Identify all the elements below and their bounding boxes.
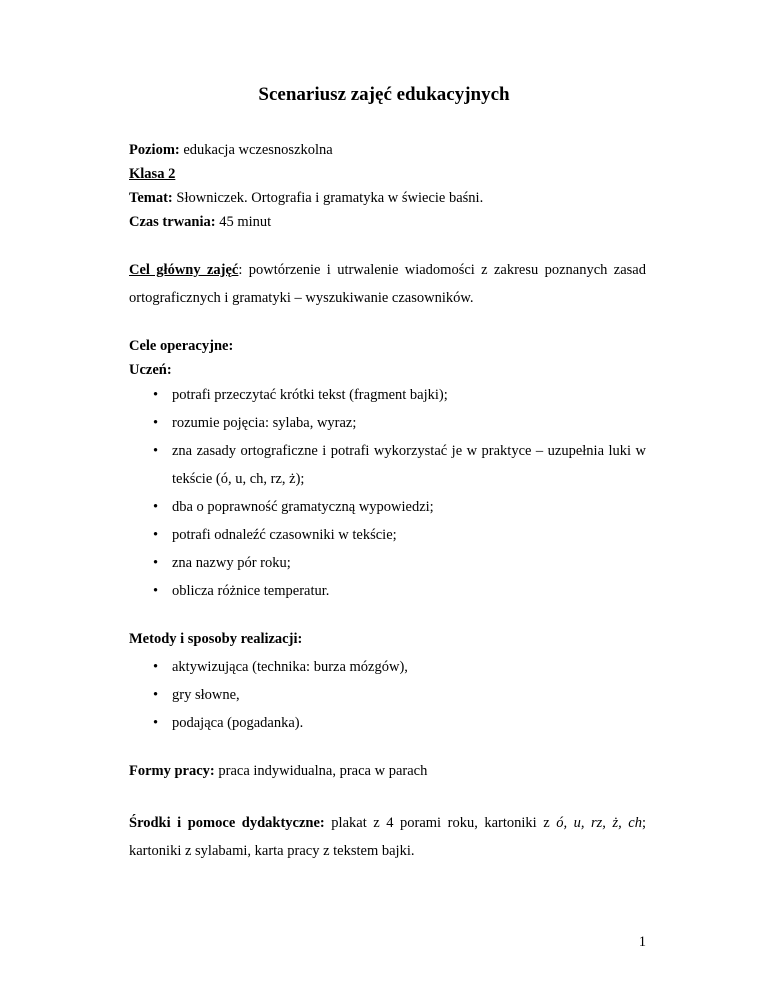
- cel-glowny-text: : powtórzenie i utrwalenie wiadomości z zakresu poznanych zasad: [238, 262, 646, 278]
- bullet-icon: •: [153, 499, 159, 515]
- cel-item: rozumie pojęcia: sylaba, wyraz;: [172, 415, 357, 431]
- metody-heading: Metody i sposoby realizacji:: [129, 631, 303, 647]
- czas-label: Czas trwania:: [129, 214, 216, 230]
- cel-item: potrafi odnaleźć czasowniki w tekście;: [172, 527, 397, 543]
- cel-glowny-line1: [129, 262, 646, 279]
- cel-item: zna nazwy pór roku;: [172, 555, 291, 571]
- cel-glowny-line2: ortograficznych i gramatyki – wyszukiwanie czasowników.: [129, 290, 474, 306]
- metoda-item: gry słowne,: [172, 687, 240, 703]
- poziom-label: Poziom:: [129, 142, 180, 158]
- bullet-icon: •: [153, 527, 159, 543]
- document-title: Scenariusz zajęć edukacyjnych: [258, 84, 510, 105]
- temat-line: [129, 190, 483, 207]
- srodki-end: ;: [641, 815, 646, 831]
- cel-item: potrafi przeczytać krótki tekst (fragment bajki);: [172, 387, 448, 403]
- czas-value: 45 minut: [215, 214, 272, 230]
- bullet-icon: •: [153, 555, 159, 571]
- metoda-item: podająca (pogadanka).: [172, 715, 304, 731]
- cel-item: dba o poprawność gramatyczną wypowiedzi;: [172, 499, 434, 515]
- srodki-line1: [129, 815, 646, 832]
- srodki-line2: kartoniki z sylabami, karta pracy z tekstem bajki.: [129, 843, 415, 859]
- formy-value: praca indywidualna, praca w parach: [214, 763, 428, 779]
- formy-label: Formy pracy:: [129, 763, 215, 779]
- cele-operacyjne-heading: Cele operacyjne:: [129, 338, 234, 354]
- metoda-item: aktywizująca (technika: burza mózgów),: [172, 659, 408, 675]
- cel-glowny-label: Cel główny zajęć: [129, 262, 239, 278]
- bullet-icon: •: [153, 715, 159, 731]
- cel-item: oblicza różnice temperatur.: [172, 583, 330, 599]
- temat-label: Temat:: [129, 190, 173, 206]
- uczen-subheading: Uczeń:: [129, 362, 172, 378]
- poziom-value: edukacja wczesnoszkolna: [179, 142, 333, 158]
- bullet-icon: •: [153, 443, 159, 459]
- klasa-line: Klasa 2: [129, 166, 176, 182]
- temat-value: Słowniczek. Ortografia i gramatyka w świecie baśni.: [172, 190, 484, 206]
- bullet-icon: •: [153, 387, 159, 403]
- srodki-letters: ó, u, rz, ż, ch: [556, 815, 642, 831]
- srodki-label: Środki i pomoce dydaktyczne:: [129, 815, 325, 831]
- bullet-icon: •: [153, 659, 159, 675]
- poziom-line: [129, 142, 333, 159]
- bullet-icon: •: [153, 415, 159, 431]
- bullet-icon: •: [153, 583, 159, 599]
- srodki-text: plakat z 4 porami roku, kartoniki z: [324, 815, 557, 831]
- formy-line: [129, 763, 427, 780]
- bullet-icon: •: [153, 687, 159, 703]
- cel-item: zna zasady ortograficzne i potrafi wykorzystać je w praktyce – uzupełnia luki w: [172, 443, 646, 459]
- page-number: 1: [638, 934, 646, 950]
- czas-line: [129, 214, 271, 231]
- cel-item-continuation: tekście (ó, u, ch, rz, ż);: [172, 471, 305, 487]
